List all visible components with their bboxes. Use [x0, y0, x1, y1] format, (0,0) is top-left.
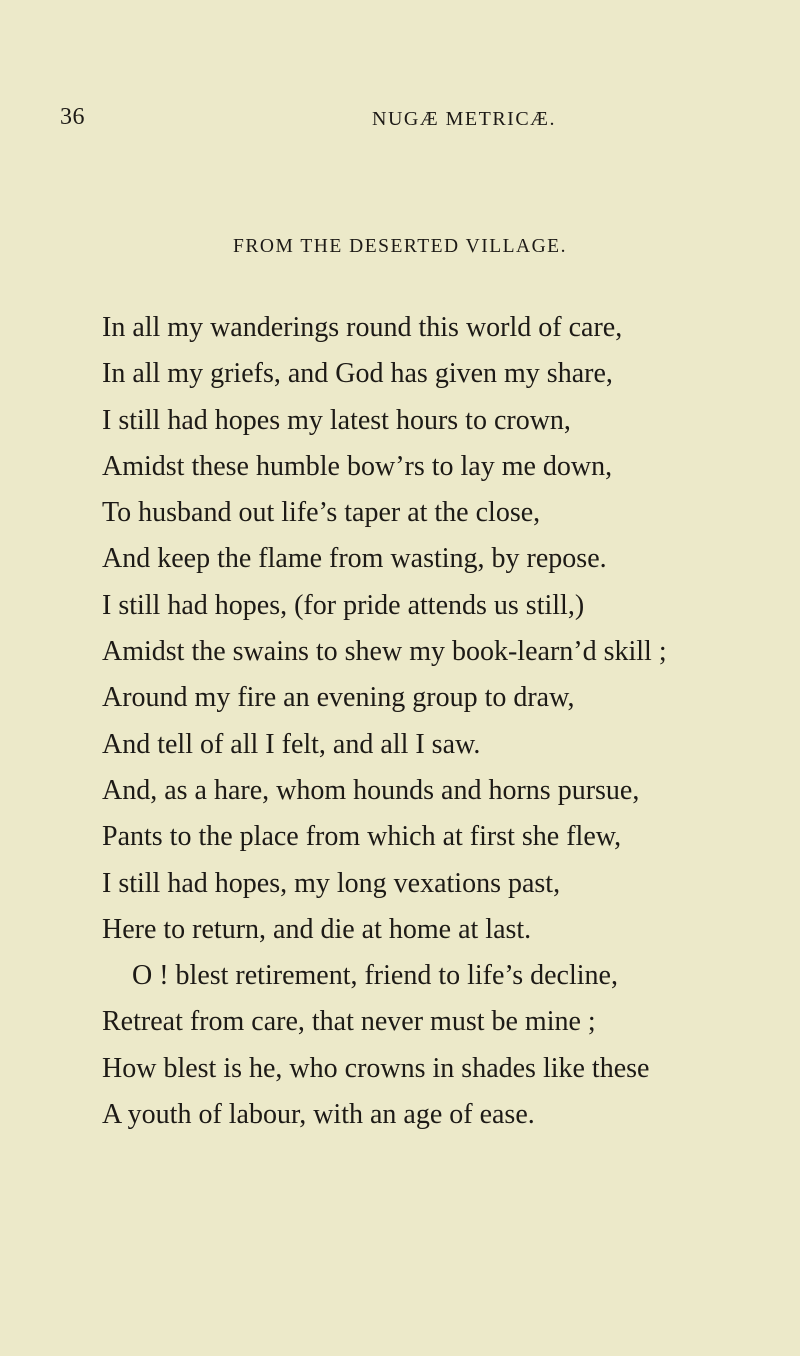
poem-line: Here to return, and die at home at last. [102, 913, 532, 945]
poem-line: I still had hopes, (for pride attends us still,) [102, 589, 585, 621]
poem-line: Retreat from care, that never must be mine ; [102, 1006, 596, 1038]
poem-line: Amidst the swains to shew my book-learn’d skill ; [102, 636, 667, 668]
poem-line: And tell of all I felt, and all I saw. [102, 728, 481, 760]
poem-line: To husband out life’s taper at the close, [102, 497, 541, 529]
poem-line: And, as a hare, whom hounds and horns pursue, [102, 774, 640, 806]
running-head [60, 104, 740, 138]
poem-line: Amidst these humble bow’rs to lay me down, [102, 450, 613, 482]
poem-line: Around my fire an evening group to draw, [102, 682, 575, 714]
poem-line: In all my wanderings round this world of care, [102, 312, 623, 343]
poem-line: I still had hopes, my long vexations past, [102, 867, 561, 899]
poem-line: I still had hopes my latest hours to crown, [102, 404, 571, 436]
poem-body [102, 308, 772, 1141]
poem-line: Pants to the place from which at first she flew, [102, 821, 622, 853]
poem-line: In all my griefs, and God has given my share, [102, 358, 613, 390]
poem-line: How blest is he, who crowns in shades like these [102, 1052, 650, 1084]
poem-line: And keep the flame from wasting, by repose. [102, 543, 607, 575]
running-title: NUGÆ METRICÆ. [372, 108, 556, 130]
poem-line: A youth of labour, with an age of ease. [102, 1099, 535, 1131]
page-number: 36 [60, 104, 85, 130]
poem-line: O ! blest retirement, friend to life’s decline, [132, 960, 618, 992]
poem-title: FROM THE DESERTED VILLAGE. [233, 236, 567, 257]
